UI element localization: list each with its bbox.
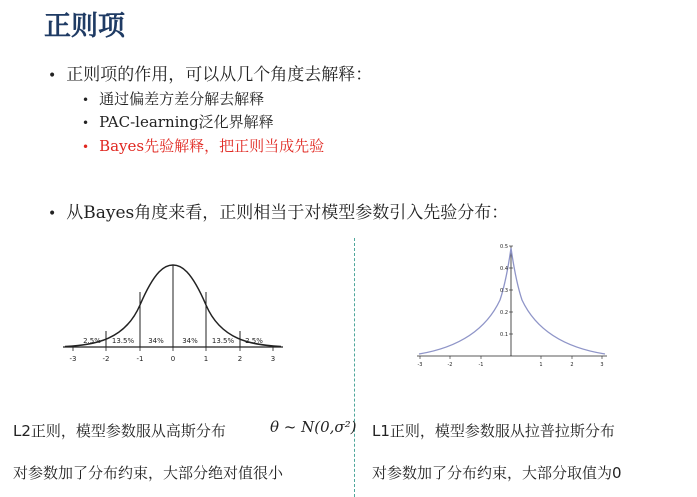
x-tick-label: -3 [417, 362, 423, 368]
x-tick-label: 3 [600, 362, 604, 368]
pct-label: 13.5% [211, 337, 235, 345]
bullet-main-1-text: 正则项的作用，可以从几个角度去解释： [66, 65, 373, 85]
gaussian-figure [55, 255, 295, 380]
y-tick-label: 0.2 [500, 310, 508, 316]
x-tick-label: 3 [270, 355, 276, 363]
x-tick-label: -2 [447, 362, 453, 368]
y-tick-label: 0.3 [500, 288, 508, 294]
pct-label: 13.5% [111, 337, 135, 345]
x-tick-label: -3 [69, 355, 77, 363]
x-tick-label: 1 [539, 362, 543, 368]
laplace-x-ticks [420, 356, 602, 359]
bullet-dot-icon: • [48, 68, 57, 84]
x-tick-label: 1 [203, 355, 209, 363]
bullet-dot-icon: • [82, 116, 90, 130]
laplace-figure [405, 240, 625, 375]
x-tick-label: -1 [136, 355, 144, 363]
sub-bullet-1-text: 通过偏差方差分解去解释 [99, 90, 265, 108]
sub-bullet-3 [82, 135, 324, 156]
gaussian-x-ticks [73, 347, 273, 351]
l1-explanation: 对参数加了分布约束，大部分取值为0 [372, 464, 622, 482]
laplace-x-tick-labels [418, 362, 604, 368]
pct-label: 2.5% [245, 337, 263, 345]
x-tick-label: 0 [170, 355, 176, 363]
gaussian-dividers [106, 265, 240, 347]
bullet-main-2 [48, 198, 508, 223]
gaussian-prior-formula: θ ~ N(0,σ²) [270, 418, 357, 436]
bullet-dot-icon: • [82, 140, 90, 154]
bullet-dot-icon: • [82, 93, 90, 107]
x-tick-label: -1 [478, 362, 484, 368]
laplace-y-tick-labels [500, 244, 508, 338]
bullet-main-2-text: 从Bayes角度来看，正则相当于对模型参数引入先验分布： [66, 203, 509, 223]
pct-label: 34% [182, 337, 198, 345]
x-tick-label: 2 [570, 362, 574, 368]
y-tick-label: 0.5 [500, 244, 508, 250]
y-tick-label: 0.1 [500, 332, 508, 338]
x-tick-label: 2 [237, 355, 243, 363]
x-tick-label: -2 [102, 355, 110, 363]
bullet-dot-icon: • [48, 206, 57, 222]
y-tick-label: 0.4 [500, 266, 508, 272]
bullet-main-1 [48, 60, 372, 85]
l2-explanation: 对参数加了分布约束，大部分绝对值很小 [13, 464, 284, 482]
pct-label: 34% [148, 337, 164, 345]
l2-caption: L2正则，模型参数服从高斯分布 [13, 422, 226, 440]
sub-bullet-1 [82, 88, 264, 109]
pct-label: 2.5% [83, 337, 101, 345]
sub-bullet-3-text: Bayes先验解释，把正则当成先验 [99, 137, 325, 155]
sub-bullet-2 [82, 111, 274, 132]
page-title: 正则项 [44, 11, 125, 42]
column-divider [354, 238, 355, 497]
laplace-curve [419, 248, 605, 354]
l1-caption: L1正则，模型参数服从拉普拉斯分布 [372, 422, 615, 440]
gaussian-x-tick-labels [70, 355, 276, 363]
sub-bullet-2-text: PAC-learning泛化界解释 [99, 113, 274, 131]
